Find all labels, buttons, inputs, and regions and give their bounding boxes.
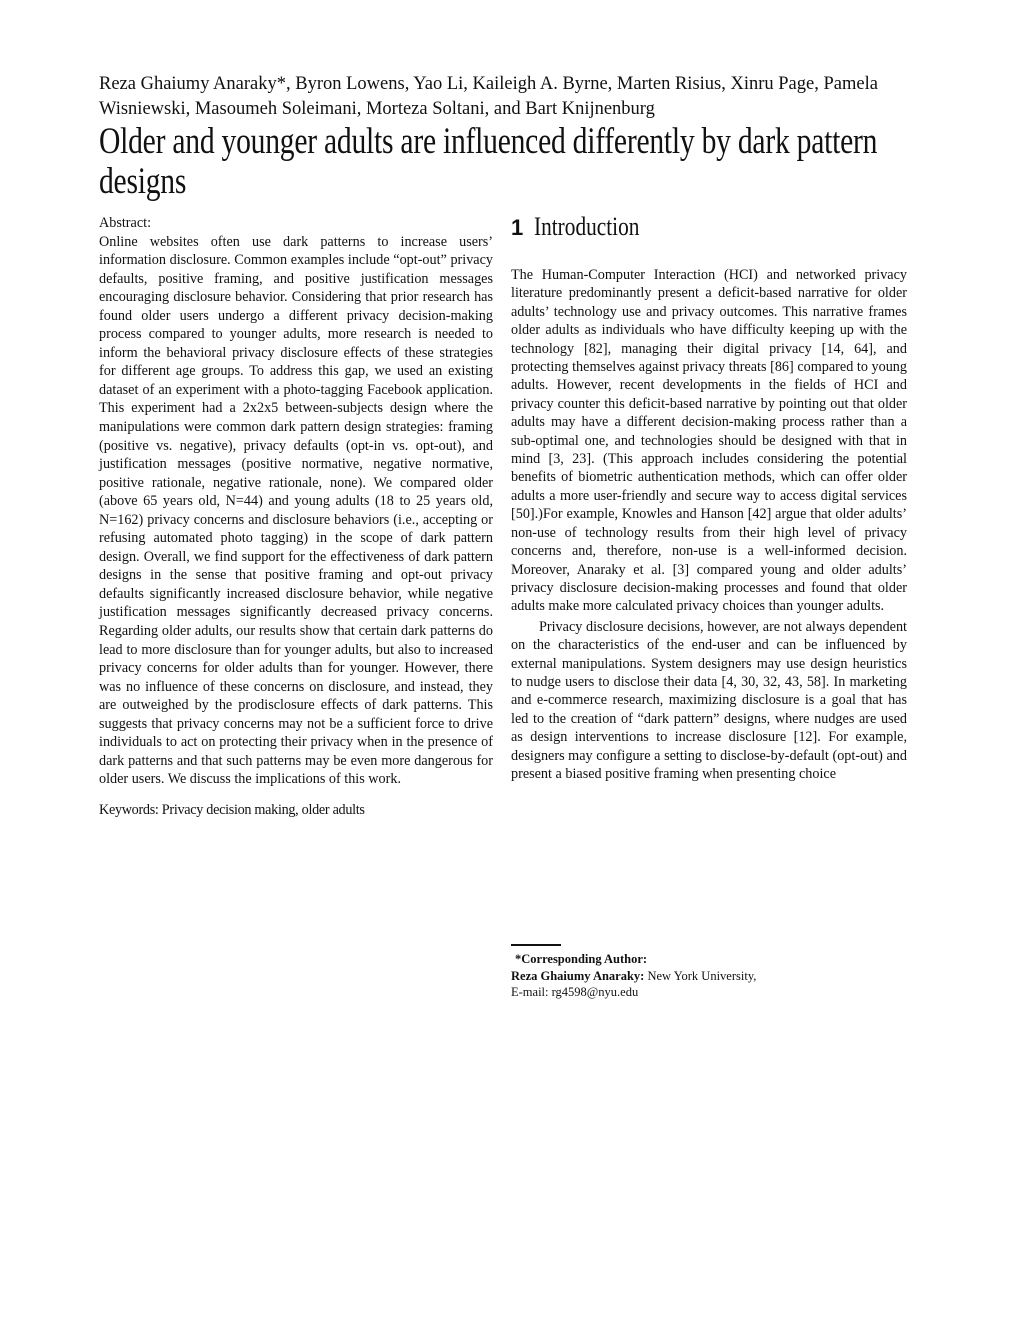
abstract-label: Abstract:: [99, 215, 152, 231]
author-list: Reza Ghaiumy Anaraky*, Byron Lowens, Yao Li, Kaileigh A. Byrne, Marten Risius, Xinru Page, Pamela Wisniewski, Masoumeh Soleimani, Morteza Soltani, and Bart Knijnenburg: [99, 74, 878, 119]
footnote-email: E-mail: rg4598@nyu.edu: [511, 985, 639, 999]
footnote-divider: [511, 944, 561, 946]
footnote-heading: *Corresponding Author:: [515, 952, 648, 966]
corresponding-author-footnote: [511, 944, 907, 1001]
abstract-text: Online websites often use dark patterns to increase users’ information disclosure. Common examples include “opt-out” privacy defaults, positive framing, and positive justification messages encouraging disclosure behavior. Considering that prior research has found older users undergo a different privacy decision-making process compared to younger adults, more research is needed to inform the behavioral privacy disclosure effects of these strategies for different age groups. To address this gap, we used an existing dataset of an experiment with a photo-tagging Facebook application. This experiment had a 2x2x5 between-subjects design where the manipulations were common dark pattern design strategies: framing (positive vs. negative), privacy defaults (opt-in vs. opt-out), and justification messages (positive normative, negative normative, positive rationale, negative rationale, none). We compared older (above 65 years old, N=44) and young adults (18 to 25 years old, N=162) privacy concerns and disclosure behaviors (i.e., accepting or refusing automated photo tagging) in the scope of dark pattern design. Overall, we find support for the effectiveness of dark pattern designs in the sense that positive framing and opt-out privacy defaults significantly increased disclosure behavior, while negative justification messages significantly decreased privacy concerns. Regarding older adults, our results show that certain dark patterns do lead to more disclosure than for younger adults, but also to increased privacy concerns for older adults than for younger. However, there was no influence of these concerns on disclosure, and instead, they are outweighed by the prodisclosure effects of dark patterns. This suggests that privacy concerns may not be a sufficient force to drive individuals to act on protecting their privacy when in the presence of dark patterns and that such patterns may be even more dangerous for older users. We discuss the implications of this work.: [99, 233, 493, 788]
section-number: 1: [511, 215, 524, 240]
section-heading: [511, 212, 907, 252]
intro-paragraph-2: Privacy disclosure decisions, however, are not always dependent on the characteristics of the end-user and can be influenced by external manipulations. System designers may use design heuristics to nudge users to disclose their data [4, 30, 32, 43, 58]. In marketing and e-commerce research, maximizing disclosure is a goal that has led to the creation of “dark pattern” designs, where nudges are used as design interventions to increase disclosure [12]. For example, designers may configure a setting to disclose-by-default (opt-out) and present a biased positive framing when presenting choice: [511, 618, 907, 782]
abstract-column: [99, 214, 493, 820]
intro-paragraph-1: The Human-Computer Interaction (HCI) and networked privacy literature predominantly present a deficit-based narrative for older adults’ technology use and privacy outcomes. This narrative frames older adults as individuals who have difficulty keeping up with the technology [82], managing their digital privacy [14, 64], and protecting themselves against privacy threats [86] compared to young adults. However, recent developments in the fields of HCI and privacy counter this deficit-based narrative by pointing out that older adults may have a different decision-making process rather than a sub-optimal one, and technologies should be designed with that in mind [3, 23]. (This approach includes considering the potential benefits of biometric authentication methods, which can offer older adults a more user-friendly and secure way to access digital services [50].)For example, Knowles and Hanson [42] argue that older adults’ non-use of technology results from their high level of privacy concerns and, therefore, non-use is a well-informed decision. Moreover, Anaraky et al. [3] compared young and older adults’ privacy disclosure decision-making processes and found that older adults make more calculated privacy choices than younger adults.: [511, 267, 907, 615]
footnote-affiliation: New York University,: [644, 968, 757, 983]
footnote-author-name: Reza Ghaiumy Anaraky:: [511, 968, 645, 983]
introduction-column: [511, 212, 907, 783]
section-title: Introduction: [534, 212, 640, 241]
paper-title: Older and younger adults are influenced differently by dark pattern designs: [99, 121, 878, 202]
footnote-author-line: [511, 968, 907, 985]
keywords: Keywords: Privacy decision making, older adults: [99, 801, 365, 818]
